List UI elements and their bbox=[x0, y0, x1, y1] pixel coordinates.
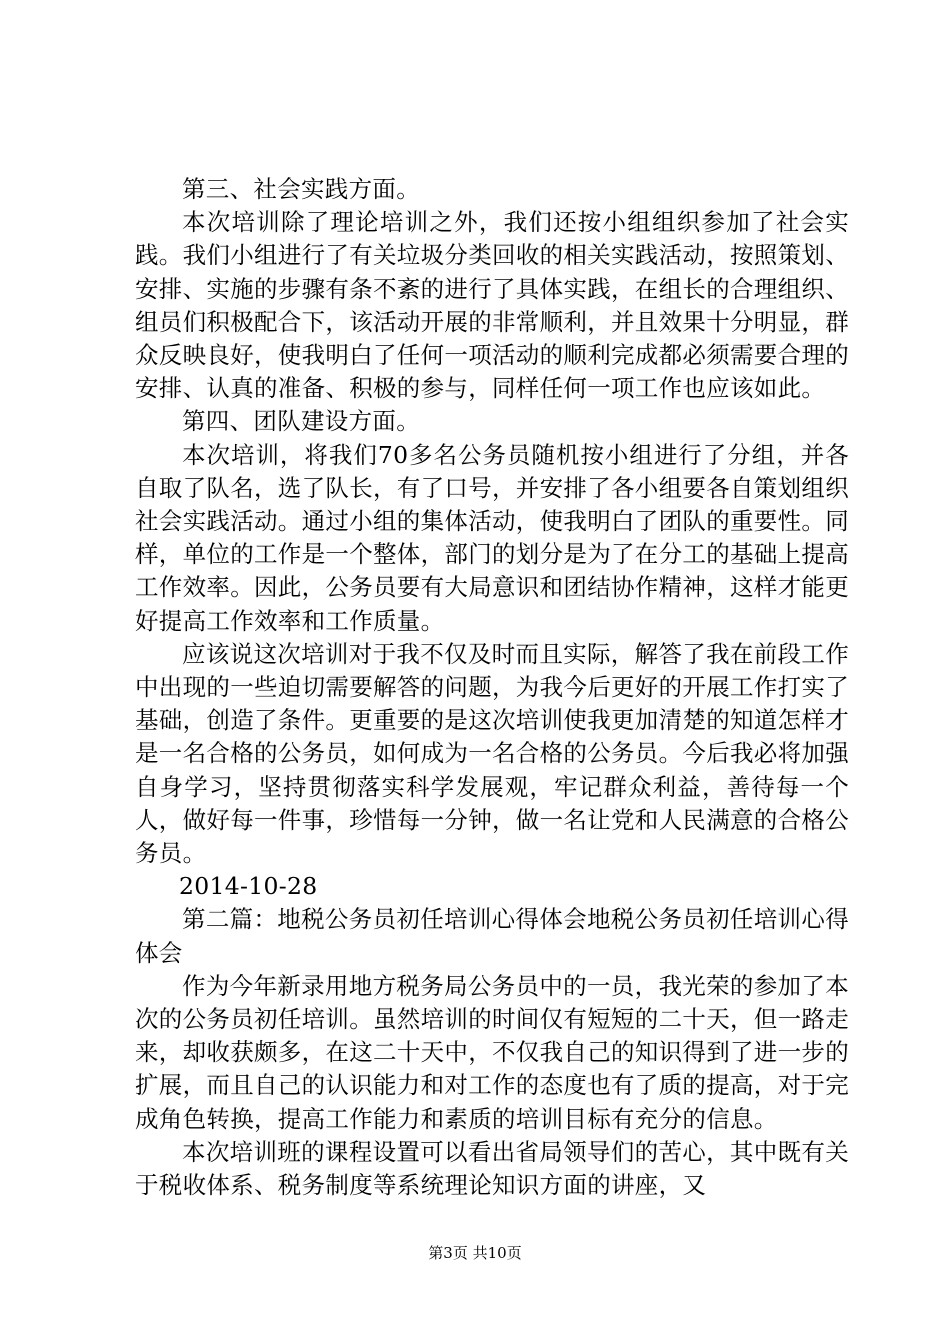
document-body bbox=[135, 173, 849, 1202]
chapter-title: 第二篇：地税公务员初任培训心得体会地税公务员初任培训心得体会 bbox=[135, 905, 849, 967]
body-paragraph: 本次培训除了理论培训之外，我们还按小组组织参加了社会实践。我们小组进行了有关垃圾分类回收的相关实践活动，按照策划、安排、实施的步骤有条不紊的进行了具体实践，在组长的合理组织、组员们积极配合下，该活动开展的非常顺利，并且效果十分明显，群众反映良好，使我明白了任何一项活动的顺利完成都必须需要合理的安排、认真的准备、积极的参与，同样任何一项工作也应该如此。 bbox=[135, 208, 849, 403]
body-paragraph: 应该说这次培训对于我不仅及时而且实际，解答了我在前段工作中出现的一些迫切需要解答的问题，为我今后更好的开展工作打实了基础，创造了条件。更重要的是这次培训使我更加清楚的知道怎样才是一名合格的公务员，如何成为一名合格的公务员。今后我必将加强自身学习，坚持贯彻落实科学发展观，牢记群众利益，善待每一个人，做好每一件事，珍惜每一分钟，做一名让党和人民满意的合格公务员。 bbox=[135, 639, 849, 868]
document-date: 2014-10-28 bbox=[179, 872, 318, 901]
body-paragraph: 作为今年新录用地方税务局公务员中的一员，我光荣的参加了本次的公务员初任培训。虽然培训的时间仅有短短的二十天，但一路走来，却收获颇多，在这二十天中，不仅我自己的知识得到了进一步的扩展，而且自己的认识能力和对工作的态度也有了质的提高，对于完成角色转换，提高工作能力和素质的培训目标有充分的信息。 bbox=[135, 971, 849, 1133]
body-paragraph: 本次培训班的课程设置可以看出省局领导们的苦心，其中既有关于税收体系、税务制度等系统理论知识方面的讲座，又 bbox=[135, 1137, 849, 1200]
body-paragraph: 本次培训，将我们70多名公务员随机按小组进行了分组，并各自取了队名，选了队长，有了口号，并安排了各小组要各自策划组织社会实践活动。通过小组的集体活动，使我明白了团队的重要性。同样，单位的工作是一个整体，部门的划分是为了在分工的基础上提高工作效率。因此，公务员要有大局意识和团结协作精神，这样才能更好提高工作效率和工作质量。 bbox=[135, 440, 849, 635]
section-heading-social-practice: 第三、社会实践方面。 bbox=[182, 175, 420, 203]
section-heading-team-building: 第四、团队建设方面。 bbox=[182, 407, 420, 436]
page-number-footer: 第3页 共10页 bbox=[428, 1244, 522, 1262]
